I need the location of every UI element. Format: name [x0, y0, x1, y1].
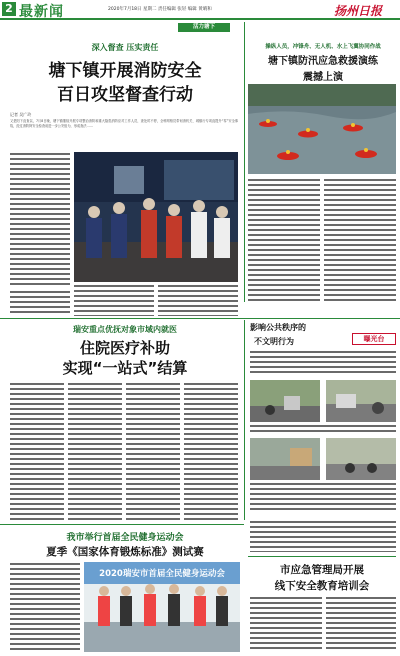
text-column: [158, 284, 238, 316]
sports-event-photo: [84, 562, 240, 652]
headline-line-2: 线下安全教育培训会: [274, 580, 370, 592]
text-column: [10, 382, 64, 522]
photo-caption: [250, 482, 396, 512]
inspection-photo: [74, 152, 238, 282]
article-kicker: 深入督查 压实责任: [91, 43, 159, 52]
page-number: 2: [2, 2, 16, 16]
photo-caption: [250, 424, 396, 434]
headline-line-1: 塘下镇开展消防安全: [48, 61, 202, 81]
text-column: [250, 520, 396, 552]
street-photo: [326, 380, 396, 422]
issue-meta: 2020年7月18日 星期二 责任编辑 张轻 编辑 黄晴和: [108, 7, 212, 12]
section-rule: [0, 318, 400, 319]
text-column: [250, 596, 322, 652]
section-title: 最新闻: [19, 4, 64, 20]
headline-line-1: 住院医疗补助: [79, 339, 170, 357]
text-column: [10, 562, 80, 652]
headline-line-2: 震撼上演: [303, 72, 343, 83]
article-kicker: 我市举行首届全民健身运动会: [66, 533, 184, 543]
section-rule: [0, 524, 244, 525]
text-column: [250, 350, 396, 376]
column-tag: 活力塘下: [178, 23, 230, 32]
lead-paragraph: 又是阳下直查以，7月8日晚，塘下镇继续开展专项整治消防和重大隐患消防应对工作人员，查处时不停，全科网格员带何消机关、城镇行专项直提升“零”安全事故，经过消防阿安全检查前进一步公安组为，形成查法……: [10, 119, 238, 128]
text-column: [248, 178, 320, 302]
exposure-badge: 曝光台: [352, 333, 396, 345]
text-column: [184, 382, 238, 522]
street-photo: [326, 438, 396, 480]
photo-banner-text: 2020瑞安市首届全民健身运动会: [99, 569, 225, 579]
headline-line-2: 不文明行为: [254, 337, 294, 346]
article-kicker: 瑞安重点优抚对象市域内就医: [73, 325, 177, 334]
street-photo: [250, 438, 320, 480]
text-column: [126, 382, 180, 522]
byline: 记者 吴广玲: [10, 112, 32, 117]
article-kicker: 操纵人员，冲锋舟、无人机、水上飞翼协同作战: [265, 44, 381, 50]
text-column: [68, 382, 122, 522]
flood-drill-photo: [248, 84, 396, 174]
headline-line-1: 塘下镇防汛应急救援演练: [268, 56, 378, 67]
column-divider: [244, 320, 245, 520]
newspaper-logo: 扬州日报: [334, 4, 383, 18]
headline-line-2: 实现“一站式”结算: [62, 359, 188, 377]
column-divider: [244, 22, 245, 302]
headline: 夏季《国家体育锻炼标准》测试赛: [46, 546, 204, 558]
text-column: [324, 178, 396, 302]
text-column: [74, 284, 154, 316]
street-photo: [250, 380, 320, 422]
headline-line-2: 百日攻坚督查行动: [57, 85, 193, 105]
headline-line-1: 市应急管理局开展: [280, 564, 364, 576]
text-column: [10, 152, 70, 288]
text-column: [10, 290, 70, 316]
section-rule: [248, 556, 396, 557]
headline-line-1: 影响公共秩序的: [250, 323, 306, 332]
text-column: [326, 596, 396, 652]
